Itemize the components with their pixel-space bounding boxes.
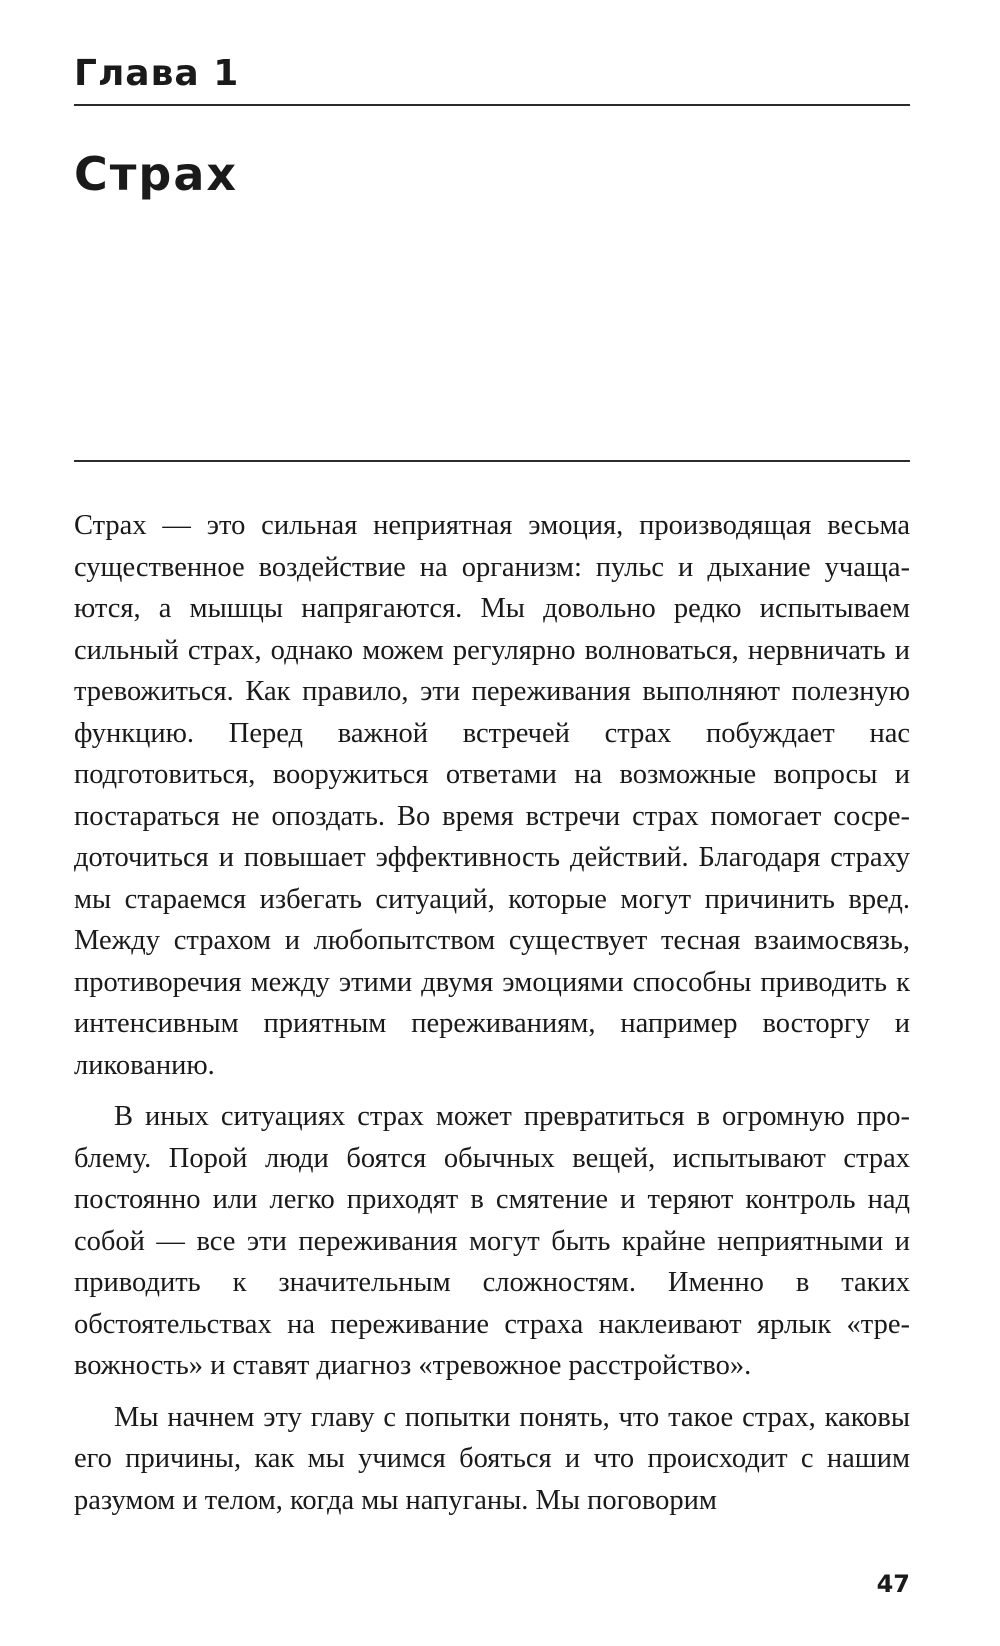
top-divider (74, 104, 910, 106)
paragraph-2: В иных ситуациях страх может превратиться в огромную проблему. Порой люди боятся обычных вещей, испытывают страх постоянно или легко приходят в смятение и теряют контроль над собой — все эти переживания могут быть крайне неприятными и приводить к значительным сложностям. Именно в таких обстоятельствах на переживание страха наклеивают ярлык «тревожность» и ставят диагноз «тревожное расстройство». (74, 1101, 910, 1381)
chapter-label: Глава 1 (74, 53, 240, 94)
page-number: 47 (876, 1570, 910, 1598)
paragraph-3: Мы начнем эту главу с попытки понять, что такое страх, каковы его причины, как мы учимся бояться и что происходит с нашим разумом и телом, когда мы напуганы. Мы поговорим (74, 1401, 910, 1516)
bottom-divider (74, 460, 910, 462)
chapter-title: Страх (74, 147, 239, 201)
paragraph-1: Страх — это сильная неприятная эмоция, производящая весьма существенное воздействие на организм: пульс и дыхание учащаются, а мышцы напрягаются. Мы довольно редко испытываем сильный страх, однако можем регулярно волноваться, нервничать и тревожиться. Как правило, эти переживания выполняют полезную функцию. Перед важной встречей страх побуждает нас подготовиться, вооружиться ответами на возможные вопросы и постараться не опоздать. Во время встречи страх помогает сосредоточиться и повышает эффективность действий. Благодаря страху мы стараемся избегать ситуаций, которые могут причинить вред. Между страхом и любопытством существует тесная взаимосвязь, противоречия между этими двумя эмоциями способны приводить к интенсивным приятным переживаниям, например восторгу и ликованию. (74, 510, 910, 1081)
body-text (74, 505, 910, 1521)
